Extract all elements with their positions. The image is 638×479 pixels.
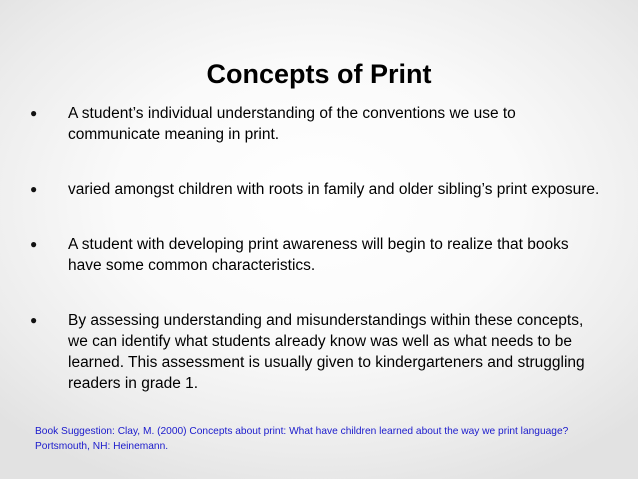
book-suggestion <box>35 424 625 454</box>
bullet-text: By assessing understanding and misunderstandings within these concepts, we can identify what students already know was well as what needs to be learned. This assessment is usually given to kindergarteners and struggling readers in grade 1. <box>68 312 585 392</box>
bullet-item <box>30 179 600 200</box>
bullet-dot-icon: ● <box>30 237 38 251</box>
bullet-dot-icon: ● <box>30 313 38 327</box>
bullet-list <box>30 103 600 394</box>
bullet-text: A student’s individual understanding of the conventions we use to communicate meaning in print. <box>68 105 516 143</box>
bullet-item <box>30 103 600 145</box>
bullet-text: varied amongst children with roots in family and older sibling’s print exposure. <box>68 181 600 198</box>
slide-title: Concepts of Print <box>206 59 432 89</box>
bullet-text: A student with developing print awareness will begin to realize that books have some common characteristics. <box>68 236 569 274</box>
bullet-dot-icon: ● <box>30 182 38 196</box>
bullet-dot-icon: ● <box>30 106 38 120</box>
book-suggestion-line-1: Book Suggestion: Clay, M. (2000) Concepts about print: What have children learned about the way we print language? <box>35 426 569 437</box>
book-suggestion-line-2: Portsmouth, NH: Heinemann. <box>35 441 169 452</box>
bullet-item <box>30 310 600 394</box>
bullet-item <box>30 234 600 276</box>
